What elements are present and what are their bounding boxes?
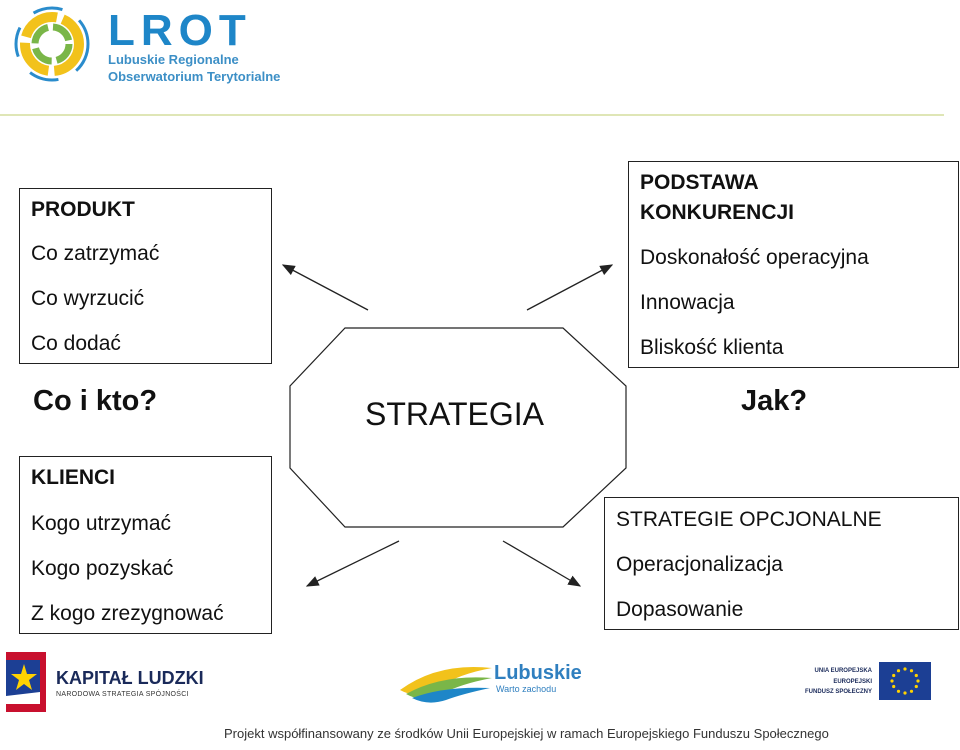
kapital-ludzki-subtitle: NARODOWA STRATEGIA SPÓJNOŚCI bbox=[56, 691, 189, 698]
podstawa-item: Innowacja bbox=[640, 291, 735, 314]
opcjonalne-item: Operacjonalizacja bbox=[616, 553, 783, 576]
project-funding-note: Projekt współfinansowany ze środków Unii Europejskiej w ramach Europejskiego Funduszu Społecznego bbox=[224, 726, 829, 741]
opcjonalne-box bbox=[604, 497, 959, 630]
klienci-box bbox=[19, 456, 272, 634]
arrow-to-podstawa bbox=[527, 265, 612, 310]
arrow-to-produkt bbox=[283, 265, 368, 310]
eu-flag-icon bbox=[879, 662, 931, 700]
produkt-title: PRODUKT bbox=[31, 198, 135, 221]
opcjonalne-title: STRATEGIE OPCJONALNE bbox=[616, 508, 882, 531]
kapital-ludzki-title: KAPITAŁ LUDZKI bbox=[56, 668, 204, 688]
eu-line3: FUNDUSZ SPOŁECZNY bbox=[804, 689, 872, 695]
lubuskie-logo-icon bbox=[398, 660, 494, 704]
lrot-logo-line1: Lubuskie Regionalne bbox=[108, 52, 239, 67]
strategia-label: STRATEGIA bbox=[365, 396, 544, 432]
eu-line2: EUROPEJSKI bbox=[833, 679, 872, 685]
kapital-ludzki-logo-icon bbox=[6, 652, 52, 712]
podstawa-item: Doskonałość operacyjna bbox=[640, 246, 869, 269]
lrot-logo-title: LROT bbox=[108, 6, 252, 55]
arrow-to-klienci bbox=[307, 541, 399, 586]
question-left: Co i kto? bbox=[33, 385, 158, 417]
produkt-item: Co dodać bbox=[31, 332, 121, 355]
lrot-logo-line2: Obserwatorium Terytorialne bbox=[108, 69, 281, 84]
arrow-to-opcjonalne bbox=[503, 541, 580, 586]
produkt-item: Co wyrzucić bbox=[31, 287, 145, 310]
podstawa-title-line1: PODSTAWA bbox=[640, 171, 759, 194]
opcjonalne-item: Dopasowanie bbox=[616, 598, 744, 621]
podstawa-title-line2: KONKURENCJI bbox=[640, 201, 795, 224]
klienci-item: Kogo pozyskać bbox=[31, 557, 174, 580]
lubuskie-title: Lubuskie bbox=[494, 662, 582, 684]
question-right: Jak? bbox=[741, 385, 808, 417]
lubuskie-subtitle: Warto zachodu bbox=[496, 684, 557, 694]
produkt-item: Co zatrzymać bbox=[31, 242, 160, 265]
klienci-title: KLIENCI bbox=[31, 466, 115, 489]
klienci-item: Z kogo zrezygnować bbox=[31, 602, 224, 625]
klienci-item: Kogo utrzymać bbox=[31, 512, 172, 535]
eu-line1: UNIA EUROPEJSKA bbox=[814, 668, 872, 674]
podstawa-item: Bliskość klienta bbox=[640, 336, 784, 359]
podstawa-box bbox=[628, 161, 959, 368]
produkt-box bbox=[19, 188, 272, 364]
